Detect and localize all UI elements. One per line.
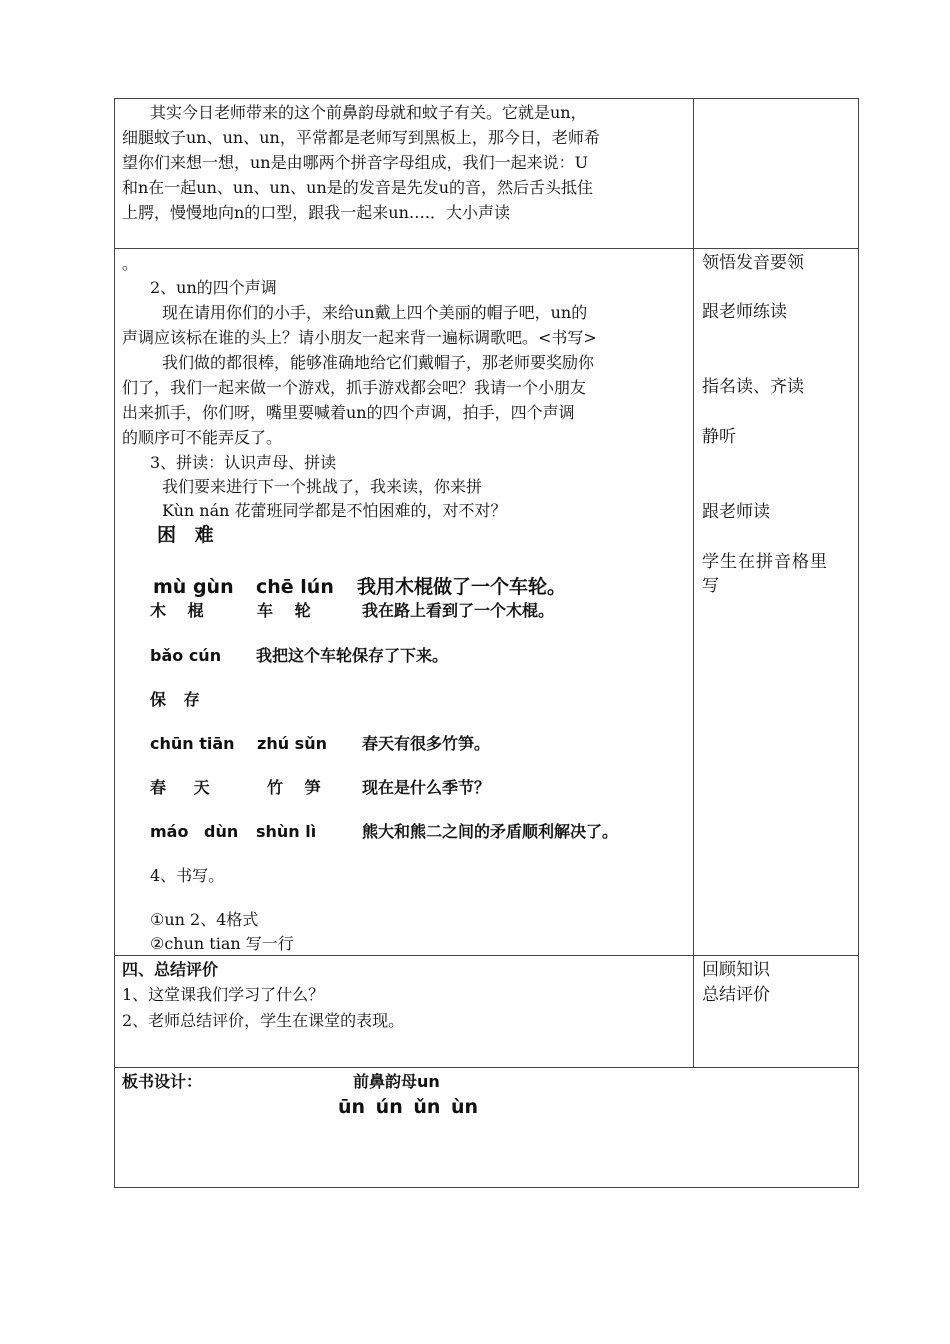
hanzi-chelun: 车 轮 <box>257 601 311 620</box>
section-4-heading: 4、书写。 <box>150 866 225 885</box>
row1-line: 望你们来想一想，un是由哪两个拼音字母组成，我们一起来说：U <box>122 153 589 172</box>
side-note: 指名读、齐读 <box>702 377 804 397</box>
pinyin-mugun: mù gùn <box>153 576 234 598</box>
summary-side-note: 总结评价 <box>702 985 770 1005</box>
summary-heading: 四、总结评价 <box>122 960 219 979</box>
pinyin-baocun: bǎo cún <box>150 646 222 665</box>
summary-line-1: 1、这堂课我们学习了什么？ <box>122 985 325 1004</box>
side-note: 静听 <box>702 427 736 447</box>
row2-line: 。 <box>122 254 139 273</box>
side-note: 学生在拼音格里 <box>702 552 828 572</box>
sentence-5: 现在是什么季节？ <box>362 778 491 797</box>
row2-line: 现在请用你们的小手，来给un戴上四个美丽的帽子吧，un的 <box>162 303 588 322</box>
row2-line: 出来抓手，你们呀，嘴里要喊着un的四个声调，拍手，四个声调 <box>122 403 575 422</box>
summary-side-note: 回顾知识 <box>702 960 770 980</box>
hanzi-chuntian: 春 天 <box>150 778 210 797</box>
row1-line: 其实今日老师带来的这个前鼻韵母就和蚊子有关。它就是un， <box>150 103 587 122</box>
sentence-3: 我把这个车轮保存了下来。 <box>256 646 449 665</box>
row2-line: 我们做的都很棒，能够准确地给它们戴帽子，那老师要奖励你 <box>162 353 595 372</box>
row2-line: 我们要来进行下一个挑战了，我来读，你来拼 <box>162 477 483 496</box>
section-3-heading: 3、拼读：认识声母、拼读 <box>150 453 337 472</box>
hanzi-mugun: 木 棍 <box>150 601 204 620</box>
row2-side-cell <box>693 248 859 956</box>
row2-line: Kùn nán 花蕾班同学都是不怕困难的，对不对？ <box>162 501 507 520</box>
pinyin-chuntian: chūn tiān <box>150 734 235 753</box>
row1-line: 和n在一起un、un、un、un是的发音是先发u的音，然后舌头抵住 <box>122 178 594 197</box>
side-note: 写 <box>702 576 719 596</box>
sentence-2: 我在路上看到了一个木棍。 <box>362 601 555 620</box>
board-tones: ūn ún ǔn ùn <box>338 1096 479 1118</box>
section-2-heading: 2、un的四个声调 <box>150 278 277 297</box>
row1-side-cell <box>693 98 859 249</box>
pinyin-maodun: máo dùn <box>150 822 239 841</box>
sentence-6: 熊大和熊二之间的矛盾顺利解决了。 <box>362 822 619 841</box>
row2-line: 们了，我们一起来做一个游戏，抓手游戏都会吧？我请一个小朋友 <box>122 378 587 397</box>
writing-task-1: ①un 2、4格式 <box>150 910 259 929</box>
board-heading: 前鼻韵母un <box>353 1072 440 1091</box>
row2-line: 的顺序可不能弄反了。 <box>122 428 283 447</box>
sentence-4: 春天有很多竹笋。 <box>362 734 491 753</box>
writing-task-2: ②chun tian 写一行 <box>150 934 294 953</box>
pinyin-chelun: chē lún <box>256 576 334 598</box>
kunnan-characters: 困 难 <box>157 524 214 546</box>
row4-board-cell <box>114 1067 859 1188</box>
summary-line-2: 2、老师总结评价，学生在课堂的表现。 <box>122 1011 405 1030</box>
side-note: 领悟发音要领 <box>702 253 804 273</box>
row2-line: 声调应该标在谁的头上？请小朋友一起来背一遍标调歌吧。<书写> <box>122 328 597 347</box>
row1-line: 细腿蚊子un、un、un，平常都是老师写到黑板上，那今日，老师希 <box>122 128 600 147</box>
hanzi-baocun: 保 存 <box>150 690 200 709</box>
board-design-label: 板书设计： <box>122 1072 203 1091</box>
pinyin-shunli: shùn lì <box>256 822 317 841</box>
hanzi-zhusun: 竹 笋 <box>267 778 321 797</box>
sentence-1: 我用木棍做了一个车轮。 <box>357 576 567 598</box>
side-note: 跟老师读 <box>702 502 770 522</box>
side-note: 跟老师练读 <box>702 302 787 322</box>
pinyin-zhusun: zhú sǔn <box>257 734 327 753</box>
row1-line: 上腭，慢慢地向n的口型，跟我一起来un….．大小声读 <box>122 203 511 222</box>
